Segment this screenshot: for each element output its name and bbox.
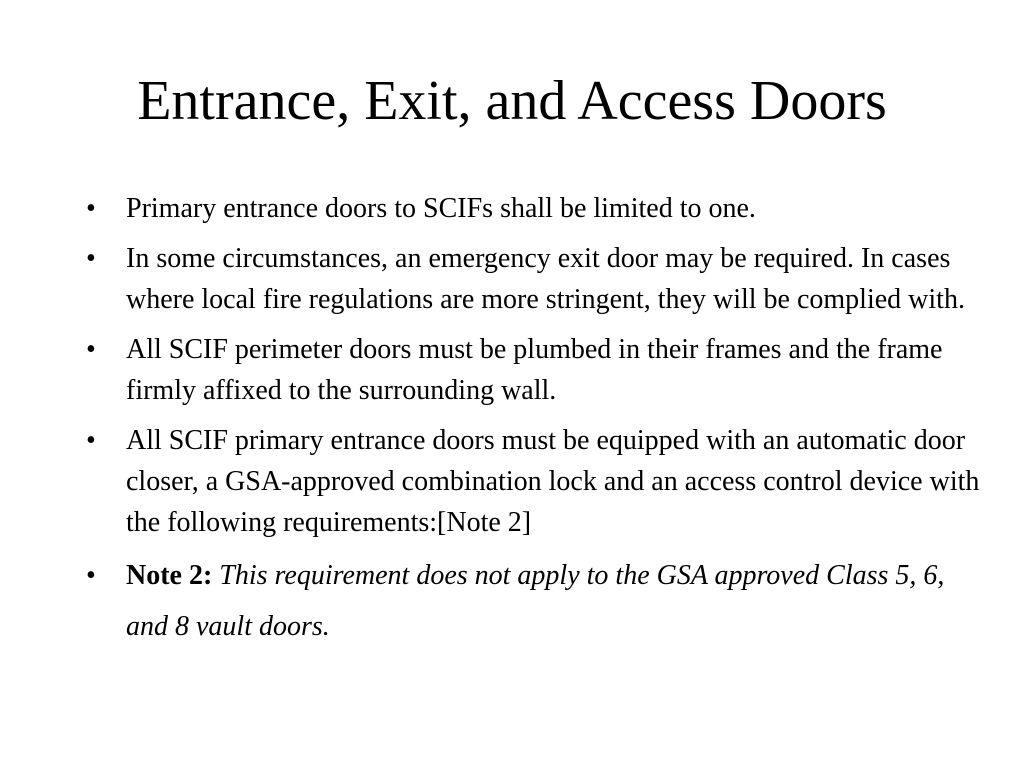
slide-title: Entrance, Exit, and Access Doors bbox=[137, 70, 887, 132]
bullet-item bbox=[84, 188, 984, 229]
bullet-text: All SCIF perimeter doors must be plumbed in their frames and the frame firmly affixed to the surrounding wall. bbox=[126, 334, 943, 406]
bullet-text: All SCIF primary entrance doors must be equipped with an automatic door closer, a GSA-approved combination lock and an access control device with the following requirements:[Note 2] bbox=[126, 425, 980, 538]
bullet-dot-icon: • bbox=[86, 560, 96, 591]
bullet-item bbox=[84, 329, 984, 411]
bullet-dot-icon: • bbox=[86, 425, 96, 456]
note-text: This requirement does not apply to the GSA approved Class 5, 6, and 8 vault doors. bbox=[126, 560, 945, 642]
bullet-text: Primary entrance doors to SCIFs shall be limited to one. bbox=[126, 193, 756, 224]
bullet-dot-icon: • bbox=[86, 193, 96, 224]
bullet-dot-icon: • bbox=[86, 243, 96, 274]
note-bullet-item bbox=[84, 550, 984, 652]
bullet-text: In some circumstances, an emergency exit door may be required. In cases where local fire regulations are more stringent, they will be complied with. bbox=[126, 243, 965, 315]
note-label: Note 2: bbox=[126, 560, 213, 591]
bullet-item bbox=[84, 238, 984, 320]
bullet-dot-icon: • bbox=[86, 334, 96, 365]
bullet-list bbox=[84, 188, 984, 661]
bullet-item bbox=[84, 420, 984, 543]
